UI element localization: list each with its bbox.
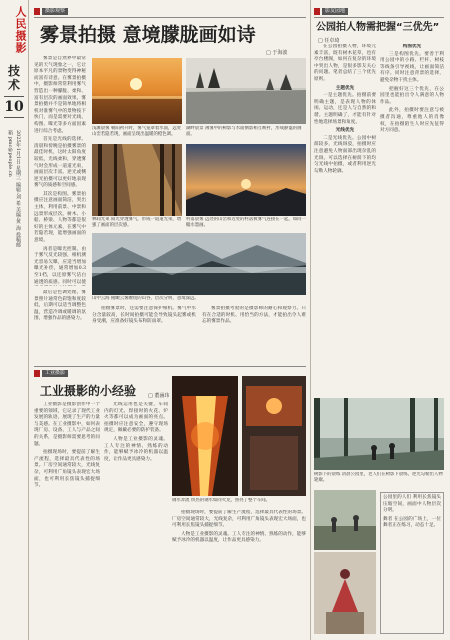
photo-mountain-clouds	[92, 233, 306, 295]
photo-caption-box	[380, 492, 444, 634]
paragraph: 此外，拍摄时要注意与被摄者沟通，尊重他人的肖像权，在拍摄陌生人时应先征得对方同意。	[380, 108, 444, 134]
photo-caption: 浅滩晨雾 朝阳初升时，雾气笼罩着水面，远处山峦若隐若现，画面呈现出温暖的橙色调。	[92, 126, 182, 137]
section-name: 技术	[7, 64, 20, 92]
paragraph: 在公园拍摄人物，环境元素丰富，既有树木花草，也有亭台楼阁，如何在复杂的环境中突出人物，是很多影友关心的问题。笔者总结了三个优先原则。	[314, 44, 376, 82]
paragraph: 光线运用也是关键，车间内的灯光、焊接时的火花、炉火等都可以成为画面的亮点。拍摄时应注意安全，遵守现场规定，佩戴必要的防护装备。	[104, 402, 168, 434]
byline: □ 于海波	[266, 50, 288, 56]
divider	[34, 366, 306, 367]
photo-caption: 林间光束 阳光穿透雾气，形成一道道光束，增强了画面的层次感。	[92, 217, 182, 228]
photo-caption: 舞者 在公园的广场上，一位舞者正在练习，动态十足。	[383, 516, 441, 529]
tag-marker	[314, 8, 320, 15]
paragraph: 雾景是自然界中最常见的天气现象之一，它让原本平凡的景物变得神秘而富有诗意。在雾景拍摄中，摄影师常常利用雾气营造出一种朦胧、柔和、富有层次的画面效果。雾景拍摄并不是简单地将相机对准雾气中的景物按下快门，而是需要对光线、构图、曝光等多方面因素进行综合考虑。	[34, 56, 86, 134]
photo-factory	[242, 376, 306, 496]
paragraph: 人物是工业摄影的灵魂。工人专注的神情、熟练的动作，能够赋予冰冷的机器以温度，让作品更具感染力。	[104, 436, 168, 462]
article-body-continued	[92, 306, 196, 362]
photo-sunrise-fog	[92, 58, 182, 124]
tag-marker	[34, 8, 40, 15]
subhead: 构图优先	[402, 44, 422, 49]
divider	[314, 17, 444, 18]
paragraph: 最后是色调处理。雾景照片通常色彩饱和度较低，后期可以适当调整色温，营造冷调或暖调的氛围，增强作品的感染力。	[34, 290, 86, 322]
paragraph: 再者是曝光控制。由于雾气反光较强，相机测光容易欠曝，应适当增加曝光补偿，通常增加0.3至1档，以还原雾气洁白通透的质感。同时可以使	[34, 246, 86, 285]
divider	[34, 17, 306, 18]
article-body-continued	[34, 290, 86, 360]
subhead: 光线优先	[335, 128, 355, 134]
photo-caption: 树影下的晨练 清晨公园里，老人们在树影下晨练，逆光勾勒出人物轮廓。	[314, 472, 443, 483]
paragraph: 三是构图优先。要善于利用公园中的小路、栏杆、树枝等线条引导视线，让画面简洁有序。同时注意背景的选择，避免杂物干扰主体。	[380, 51, 444, 83]
headline: 公园拍人物需把握“三优先”	[316, 22, 440, 33]
photo-sunbeams	[92, 144, 182, 216]
headline: 工业摄影的小经验	[40, 384, 137, 398]
photo-village-fog	[186, 144, 306, 216]
paragraph: 拍摄现场时，要提前了解生产流程，选择最具代表性的场景。厂房空间通常较大，光线复杂，可利用广角镜头表现宏大场面，也可利用长焦镜头捕捉细节。	[34, 450, 100, 489]
paragraph: 把握好这三个优先，在公园里也能拍出令人满意的人物作品。	[380, 86, 444, 105]
photo-park-morning	[314, 398, 444, 470]
photo-caption: 公园里的人们 利用长焦镜头压缩空间，画面中人物层次分明。	[383, 495, 441, 514]
paragraph: 拍摄雾景时，还需要注意保护相机。雾气中水分含量较高，长时间拍摄可能会导致镜头起雾或机身受潮，应准备好镜头布和防雨罩。	[92, 306, 196, 325]
paragraph: 首先是光线的选择。清晨和傍晚是拍摄雾景的最佳时机，这时太阳角度较低，光线柔和，穿透雾气时会形成一道道光束，画面层次丰富。逆光或侧逆光拍摄可以更好地表现雾气的质感和空间感。	[34, 137, 86, 189]
article-body	[104, 402, 168, 634]
section-tag: 摄影观察	[42, 8, 68, 15]
section-tag: 影友园地	[322, 8, 348, 15]
paragraph: 人物是工业摄影的灵魂。工人专注的神情、熟练的动作，能够赋予冰冷的机器以温度，让作品更具感染力。	[172, 531, 306, 544]
byline: □ 任卓琦	[318, 38, 340, 44]
tag-marker	[34, 370, 40, 377]
paragraph: 雾景拍摄考验的是摄影师的耐心和观察力。只有在合适的时机、用恰当的方法，才能拍出令人难忘的雾景作品。	[202, 306, 306, 325]
paragraph: 拍摄现场时，要提前了解生产流程，选择最具代表性的场景。厂房空间通常较大，光线复杂，可利用广角镜头表现宏大场面，也可利用长焦镜头捕捉细节。	[172, 510, 306, 529]
photo-lake-morning	[186, 58, 306, 124]
section-tag: 工业摄影	[42, 370, 68, 377]
article-body	[380, 44, 444, 392]
headline: 雾景拍摄 意境朦胧画如诗	[40, 24, 256, 46]
paragraph: 其次是构图。雾景拍摄应注意画面简洁，突出主体，利用前景、中景和远景形成层次。树木、小船、桥梁、人物等都是很好的主体元素，在雾气中若隐若现，能增强画面的意境。	[34, 191, 86, 244]
article-body	[172, 510, 306, 634]
page-number: 10	[4, 96, 24, 118]
byline: □ 董涵玮	[148, 393, 170, 399]
photo-caption: 山中云海 俯瞰云雾缭绕的山谷，层次分明，意境深远。	[92, 296, 199, 301]
paragraph: 二是光线优先。公园中树荫较多，光线斑驳，拍摄时应注意避免人物面部出现杂乱的光斑。可以选择在树荫下的均匀光线中拍摄，或者利用逆光勾勒人物轮廓。	[314, 135, 376, 174]
photo-park-people	[314, 490, 376, 550]
photo-dancer	[314, 552, 376, 634]
newspaper-logo: 人民摄影	[14, 6, 27, 54]
article-body-continued	[202, 306, 306, 362]
article-body	[34, 56, 86, 286]
paragraph: 一是主题优先。拍摄前要明确主题，是表现人物的休闲、运动，还是人与自然的和谐。主题明确了，才能有针对性地选择场景和角度。	[314, 93, 376, 125]
article-body	[314, 44, 376, 392]
photo-molten-steel	[172, 376, 238, 496]
column-divider	[310, 0, 311, 640]
photo-caption: 湖畔晨景 薄雾中的树影与水面倒影相互映衬，形成静谧的画面。	[186, 126, 302, 137]
photo-caption: 钢水奔流 炽热的钢水如同火龙，照亮了整个车间。	[172, 498, 270, 503]
photo-caption: 村落晨雾 远处的山峦和近处的村落被雾气连接在一起，如同一幅水墨画。	[186, 217, 306, 228]
paragraph: 工业摄影是摄影创作中一个重要的领域，它记录了现代工业发展的轨迹，展现了生产的力量与美感。在工业摄影中，如何表现厂房、设备、工人与产品之间的关系，是摄影师需要思考的问题。	[34, 402, 100, 447]
date-info: 2025年1月1日 星期三 编辑:刘 希 美编:黄 海 投稿邮箱 pmc@people.cn	[7, 130, 21, 247]
article-body	[34, 402, 100, 634]
subhead: 主题优先	[335, 85, 355, 91]
